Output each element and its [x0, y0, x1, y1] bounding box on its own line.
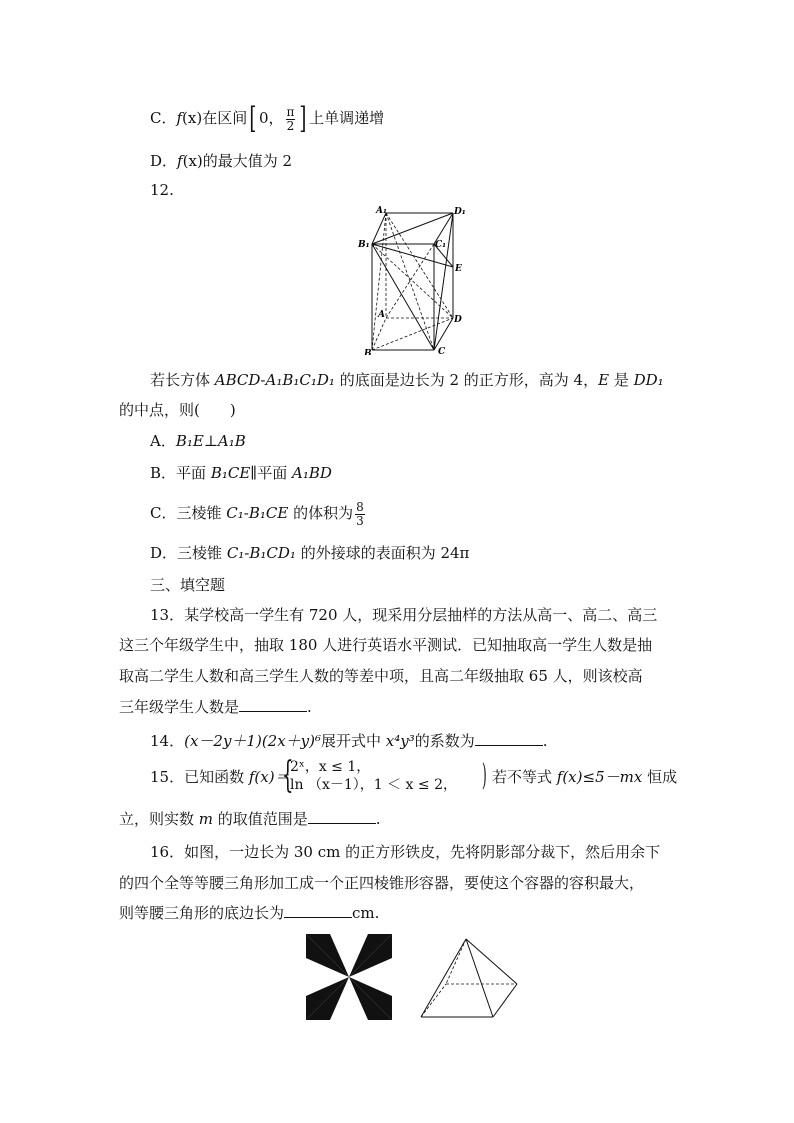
label-e: E	[455, 264, 462, 274]
q15-inequality: 若不等式 f(x)≤5－mx 恒成	[492, 768, 678, 786]
q13-line3: 取高二学生人数和高三学生人数的等差中项，且高二年级抽取 65 人，则该校高	[119, 667, 643, 685]
q15-prefix: 15．已知函数 f(x)＝	[150, 768, 290, 786]
q12-option-a: A．B₁E⊥A₁B	[150, 432, 246, 450]
q13-line2: 这三个年级学生中，抽取 180 人进行英语水平测试．已知抽取高一学生人数是抽	[119, 636, 653, 654]
q12-number: 12.	[150, 181, 174, 199]
q11-option-d: D．f(x)的最大值为 2	[150, 152, 293, 170]
answer-blank	[475, 731, 543, 746]
label-b1: B₁	[358, 240, 370, 250]
q13-line4: 三年级学生人数是 .	[119, 698, 312, 716]
q12-stem-line2: 的中点，则( )	[119, 401, 236, 419]
q16-line3: 则等腰三角形的底边长为 cm.	[119, 904, 380, 922]
q16-line2: 的四个全等等腰三角形加工成一个正四棱锥形容器，要使这个容器的容积最大，	[119, 874, 645, 892]
label-a1: A₁	[376, 206, 387, 216]
pyramid-figure	[416, 934, 521, 1022]
answer-blank	[308, 809, 376, 824]
label-c1: C₁	[435, 240, 447, 250]
q16-line1: 16．如图，一边长为 30 cm 的正方形铁皮，先将阴影部分裁下，然后用余下	[150, 843, 661, 861]
label-b: B	[364, 349, 372, 355]
q12-option-c: C．三棱锥 C₁-B₁CE 的体积为 $\frac{8}{3}$	[150, 499, 364, 528]
q12-stem-line1: 若长方体 ABCD-A₁B₁C₁D₁ 的底面是边长为 2 的正方形，高为 4，E 是 DD₁	[150, 371, 664, 389]
label-c: C	[438, 347, 446, 355]
q12-option-d: D．三棱锥 C₁-B₁CD₁ 的外接球的表面积为 24π	[150, 544, 470, 562]
q15-case2: ln （x－1），1 ＜ x ≤ 2，	[290, 777, 457, 793]
q15-case1: 2ˣ，x ≤ 1，	[290, 759, 371, 775]
square-sheet-figure	[306, 934, 392, 1020]
q13-line1: 13．某学校高一学生有 720 人，现采用分层抽样的方法从高一、高二、高三	[150, 606, 658, 624]
q11-option-c: C．f(x)在区间[ 0， $\frac{\pi}{2}$ ] 上单调递增	[150, 101, 385, 136]
answer-blank	[284, 903, 352, 918]
label-d1: D₁	[454, 207, 466, 217]
q14-line: 14．(x－2y＋1)(2x＋y)⁶展开式中 x⁴y³的系数为 .	[150, 732, 548, 750]
cuboid-figure	[356, 205, 466, 355]
section-fill-in-heading: 三、填空题	[150, 576, 226, 594]
q15-close-paren: )	[482, 758, 487, 793]
label-d: D	[454, 315, 462, 325]
label-a: A	[378, 310, 385, 320]
q15-piecewise-brace: {	[282, 755, 294, 796]
answer-blank	[239, 697, 307, 712]
q12-option-b: B．平面 B₁CE∥平面 A₁BD	[150, 464, 332, 482]
q15-line2: 立，则实数 m 的取值范围是 .	[119, 810, 381, 828]
